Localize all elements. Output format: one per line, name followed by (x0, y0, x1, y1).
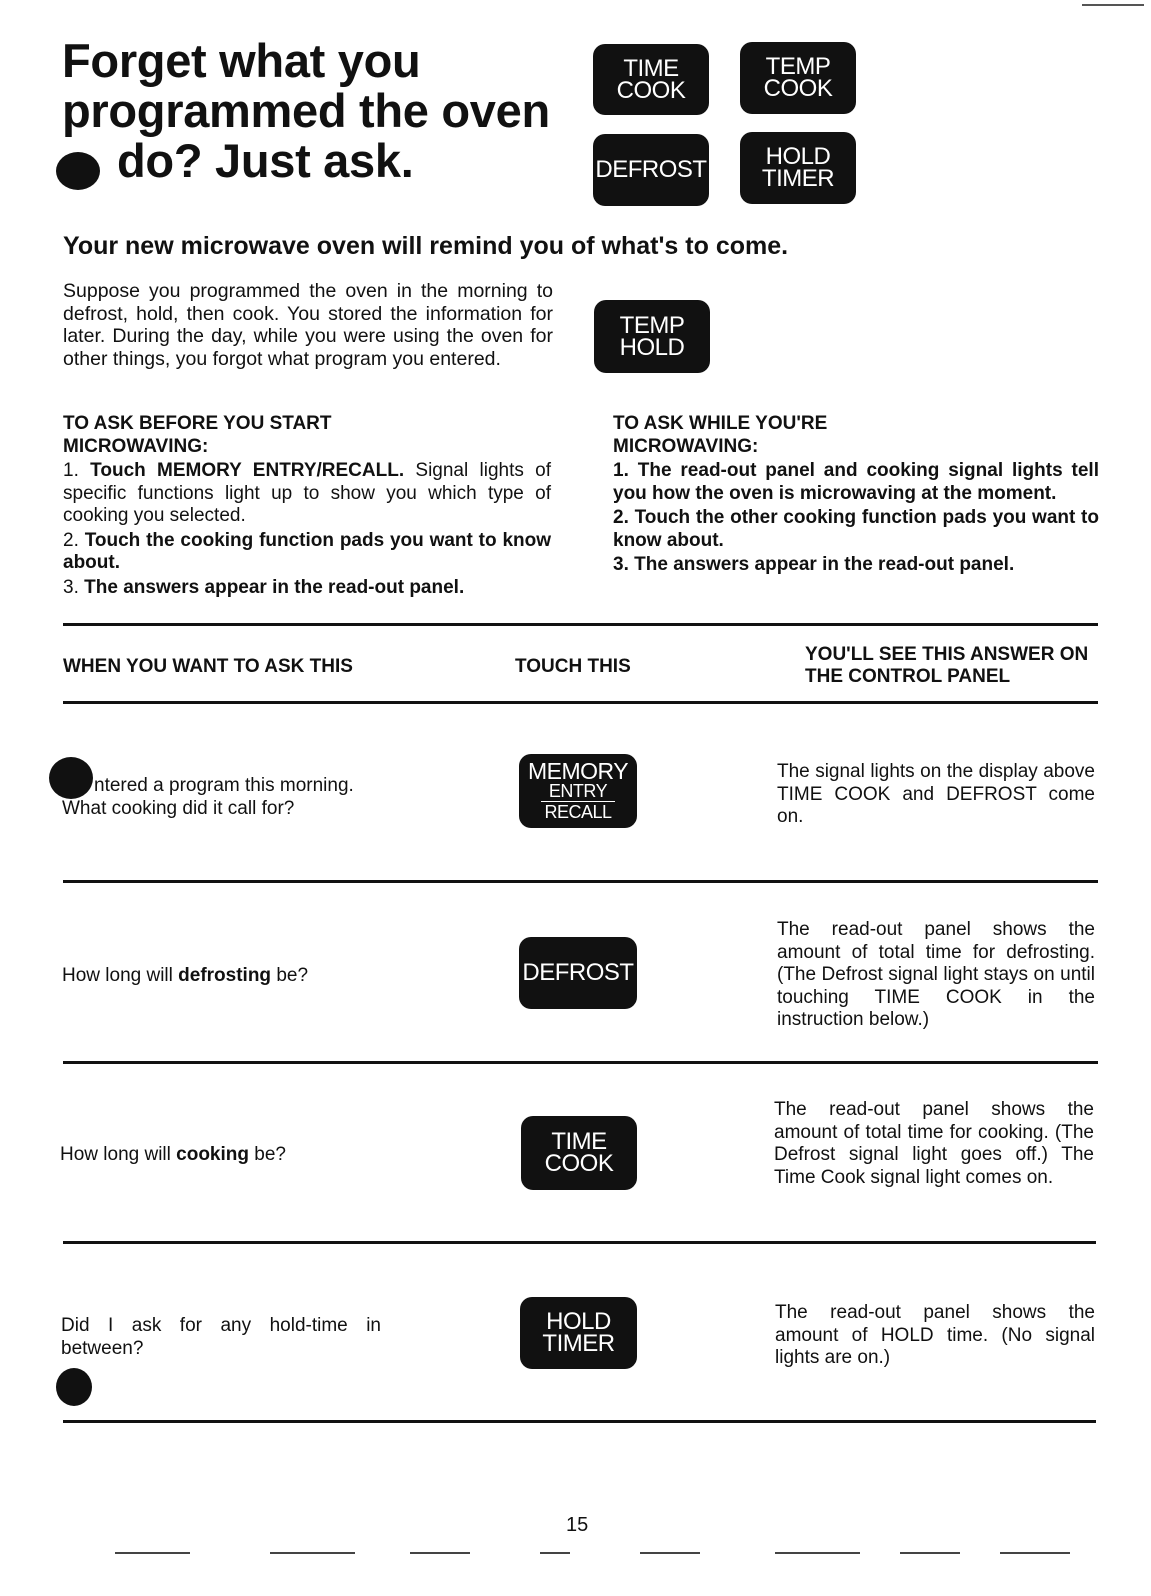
headline-line-2: programmed the oven (62, 84, 550, 137)
pad-label: RECALL (544, 801, 612, 822)
pad-label: COOK (616, 76, 686, 104)
step-text: Signal lights of specific functions light up to show you which type of cooking you selected. (63, 460, 552, 526)
divider (63, 1061, 1098, 1064)
row-1-answer: The signal lights on the display above TIME COOK and DEFROST come on. (777, 761, 1095, 827)
decor-dash (775, 1552, 860, 1554)
divider (63, 1420, 1096, 1423)
decor-dash (640, 1552, 700, 1554)
step-bold: Touch the other cooking function pads you want to know about. (613, 507, 1099, 551)
step-number: 1. (613, 460, 629, 481)
header-answer-line-2: THE CONTROL PANEL (805, 666, 1011, 687)
headline-line-3 (62, 136, 550, 186)
header-touch: TOUCH THIS (515, 656, 631, 677)
header-ask: WHEN YOU WANT TO ASK THIS (63, 656, 353, 677)
header-answer (805, 644, 1088, 688)
question-text: be? (249, 1144, 286, 1165)
pad-label: TIME (551, 1128, 607, 1155)
pad-label: MEMORY (527, 757, 629, 784)
step-bold: The answers appear in the read-out panel. (634, 554, 1015, 575)
pad-label: TIME (623, 54, 679, 82)
row-4-question: Did I ask for any hold-time in between? (61, 1315, 381, 1359)
step-number: 3. (63, 576, 79, 598)
ink-blot (56, 152, 100, 190)
page-headline (62, 36, 550, 186)
pad-label: DEFROST (595, 156, 707, 183)
pad-label: HOLD (546, 1308, 611, 1335)
memory-entry-recall-pad (519, 754, 637, 828)
step-bold: The read-out panel and cooking signal lights tell you how the oven is microwaving at the moment. (613, 460, 1099, 504)
time-cook-pad (593, 44, 709, 115)
decor-dash (115, 1552, 190, 1554)
before-start-step-1 (63, 460, 551, 528)
pad-label: ENTRY (541, 781, 615, 802)
decor-dash (410, 1552, 470, 1554)
row-1-question (62, 775, 402, 820)
headline-line-1: Forget what you (62, 34, 421, 87)
divider (63, 623, 1098, 626)
step-bold: Touch MEMORY ENTRY/RECALL. (90, 460, 405, 481)
header-answer-line-1: YOU'LL SEE THIS ANSWER ON (805, 644, 1089, 665)
defrost-pad (593, 134, 709, 206)
pad-label: DEFROST (522, 959, 634, 986)
pad-label: COOK (544, 1150, 614, 1177)
divider (63, 701, 1098, 704)
question-text: How long will (62, 965, 179, 986)
question-bold: cooking (176, 1144, 249, 1165)
before-start-step-2 (63, 530, 551, 575)
decor-dash (270, 1552, 355, 1554)
decor-dash (1000, 1552, 1070, 1554)
question-text: How long will (60, 1144, 177, 1165)
while-cooking-title-2: MICROWAVING: (613, 435, 759, 457)
step-number: 2. (63, 529, 79, 551)
before-start-section (63, 413, 551, 599)
step-bold: Touch the cooking function pads you want to know about. (63, 529, 552, 573)
before-start-step-3 (63, 577, 551, 600)
before-start-title-1: TO ASK BEFORE YOU START (63, 413, 332, 434)
pad-label: COOK (763, 75, 833, 102)
pad-label: HOLD (765, 143, 831, 170)
row-3-question (60, 1144, 400, 1167)
hold-timer-pad (740, 132, 856, 204)
before-start-title-2: MICROWAVING: (63, 435, 209, 457)
question-text: be? (271, 965, 309, 986)
pad-label: TIMER (761, 165, 835, 192)
decor-dash (540, 1552, 570, 1554)
while-cooking-step-2 (613, 507, 1099, 552)
pad-label: TEMP (619, 311, 685, 339)
divider (63, 1241, 1096, 1244)
while-cooking-step-1 (613, 460, 1099, 505)
decor-dash (900, 1552, 960, 1554)
temp-hold-pad (594, 300, 710, 373)
decor-top-line (1082, 4, 1144, 6)
row-1-question-line-2: What cooking did it call for? (62, 797, 295, 819)
pad-label: TIMER (542, 1330, 615, 1357)
row-2-answer: The read-out panel shows the amount of total time for defrosting. (The Defrost signal light stays on until touching TIME COOK in the instruction below.) (777, 919, 1095, 1030)
row-4-answer: The read-out panel shows the amount of HOLD time. (No signal lights are on.) (775, 1302, 1095, 1368)
hold-timer-pad-row (520, 1297, 637, 1369)
pad-label: TEMP (765, 53, 831, 80)
page-number: 15 (566, 1514, 589, 1536)
step-number: 3. (613, 554, 629, 575)
pad-label: HOLD (619, 333, 685, 361)
row-3-answer: The read-out panel shows the amount of total time for cooking. (The Defrost signal light goes off.) The Time Cook signal light comes on. (774, 1099, 1094, 1188)
defrost-pad-row (519, 937, 637, 1009)
time-cook-pad-row (521, 1116, 637, 1190)
divider (63, 880, 1098, 883)
ink-blot (56, 1368, 92, 1406)
while-cooking-section (613, 413, 1099, 577)
headline-line-3-text: do? Just ask. (117, 134, 414, 187)
step-number: 1. (63, 460, 79, 481)
while-cooking-step-3 (613, 554, 1099, 577)
intro-paragraph: Suppose you programmed the oven in the morning to defrost, hold, then cook. You stored the information for later. During the day, while you were using the oven for other things, you forgot what program you entered. (63, 280, 553, 370)
question-bold: defrosting (178, 965, 272, 986)
row-1-question-line-1: ntered a program this morning. (94, 775, 354, 796)
row-2-question (62, 965, 402, 988)
step-bold: The answers appear in the read-out panel. (84, 576, 465, 598)
subheading: Your new microwave oven will remind you of what's to come. (63, 232, 789, 260)
temp-cook-pad (740, 42, 856, 114)
step-number: 2. (613, 507, 629, 528)
while-cooking-title-1: TO ASK WHILE YOU'RE (613, 413, 828, 434)
